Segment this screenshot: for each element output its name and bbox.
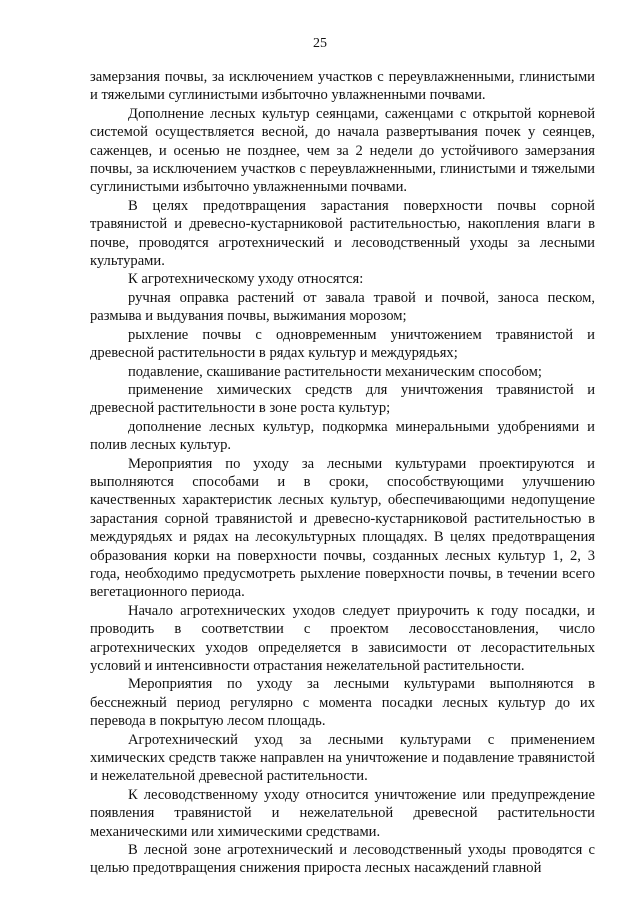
paragraph-forest-zone: В лесной зоне агротехнический и лесоводственный уходы проводятся с целью предотвращения снижения прироста лесных насаждений главной: [90, 842, 595, 877]
list-item-soil-loosening: рыхление почвы с одновременным уничтожением травянистой и древесной растительности в рядах культур и междурядьях;: [90, 326, 595, 362]
list-item-chemicals: применение химических средств для уничтожения травянистой и древесной растительности в зоне роста культур;: [90, 381, 595, 417]
paragraph-snowless-period: Мероприятия по уходу за лесными культурами выполняются в бесснежный период регулярно с момента посадки лесных культур до их перевода в покрытую лесом площадь.: [90, 676, 595, 730]
paragraph-care-purpose: В целях предотвращения зарастания поверхности почвы сорной травянистой и древесно-кустарниковой растительностью, накопления влаги в почве, проводятся агротехнический и лесоводственный уходы за лесными культурами.: [90, 197, 595, 270]
paragraph-care-start: Начало агротехнических уходов следует приурочить к году посадки, и проводить в соответствии с проектом лесовосстановления, число агротехнических уходов определяется в зависимости от лесорастительных условий и интенсивности отрастания нежелательной растительности.: [90, 602, 595, 674]
paragraph-agrotech-intro: К агротехническому уходу относятся:: [128, 271, 364, 288]
paragraph-silvicultural-care: К лесоводственному уходу относится уничтожение или предупреждение появления травянистой и нежелательной древесной растительности механическими или химическими средствами.: [90, 786, 595, 840]
list-item-supplement-fertilize: дополнение лесных культур, подкормка минеральными удобрениями и полив лесных культур.: [90, 418, 595, 454]
paragraph-chemical-care: Агротехнический уход за лесными культурами с применением химических средств также направлен на уничтожение и подавление травянистой и нежелательной древесной растительности.: [90, 731, 595, 785]
page-number: 25: [313, 36, 327, 51]
paragraph-continuation: замерзания почвы, за исключением участков с переувлажненными, глинистыми и тяжелыми суглинистыми избыточно увлажненными почвами.: [90, 69, 595, 104]
paragraph-replanting-timing: Дополнение лесных культур сеянцами, саженцами с открытой корневой системой осуществляется весной, до начала развертывания почек у сеянцев, саженцев, и осенью не позднее, чем за 2 недели до устойчивого замерзания почвы, за исключением участков с переувлажненными, глинистыми и тяжелыми суглинистыми избыточно увлажненными почвами.: [90, 105, 595, 196]
document-body: [90, 68, 595, 878]
paragraph-care-design: Мероприятия по уходу за лесными культурами проектируются и выполняются способами и в сроки, способствующими улучшению качественных характеристик лесных культур, обеспечивающими недопущение зарастания сорной травянистой и древесно-кустарниковой растительностью в междурядьях и рядах на лесокультурных площадях. В целях предотвращения образования корки на поверхности почвы, созданных лесных культур 1, 2, 3 года, необходимо предусмотреть рыхление поверхности почвы, в течении всего вегетационного периода.: [90, 455, 595, 601]
list-item-mowing: подавление, скашивание растительности механическим способом;: [128, 363, 542, 380]
list-item-manual-straightening: ручная оправка растений от завала травой и почвой, заноса песком, размыва и выдувания почвы, выжимания морозом;: [90, 289, 595, 325]
